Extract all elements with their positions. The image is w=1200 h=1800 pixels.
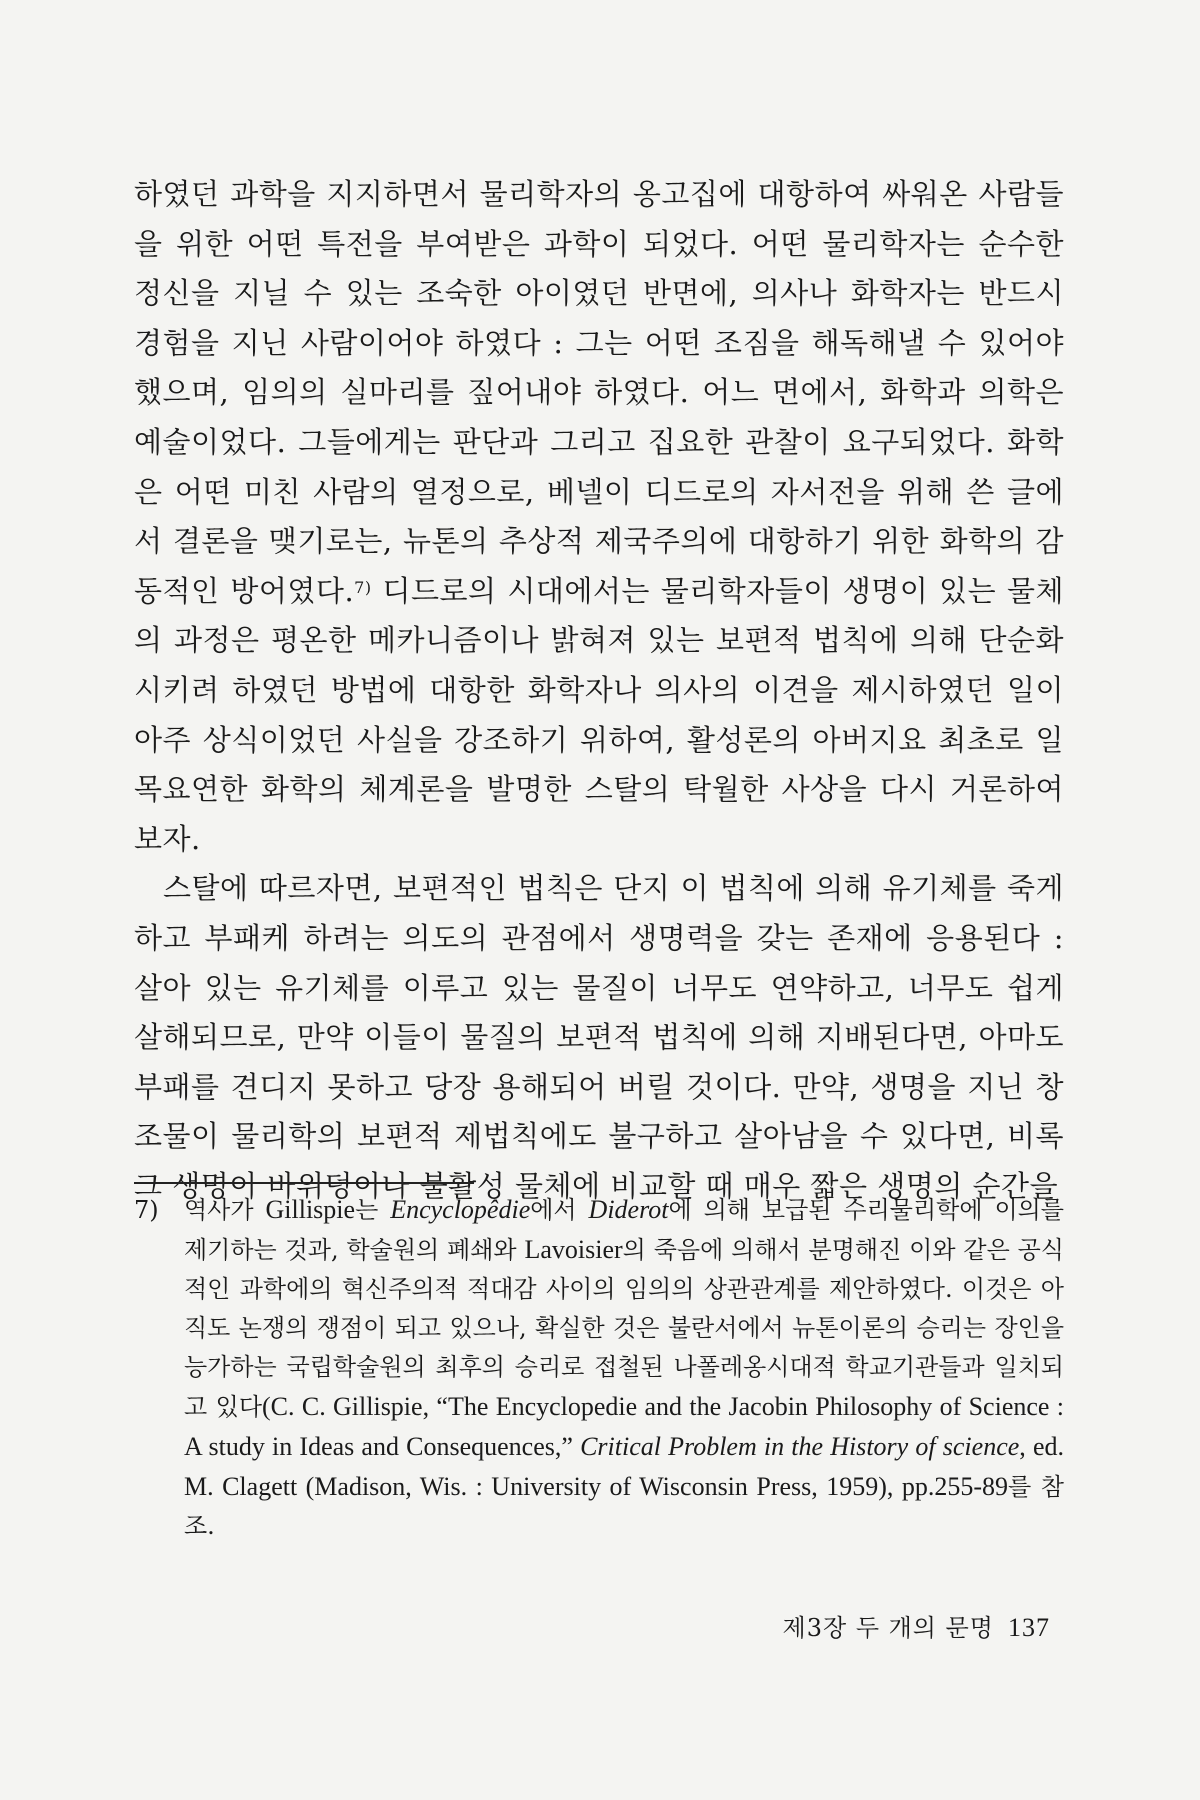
footnote-title-encyclopedie: Encyclopêdie xyxy=(390,1195,531,1224)
footnote-citation: (C. C. Gillispie, “The Encyclopedie and the Jacobin Philosophy of Science : A study in Ideas and Consequences,” xyxy=(184,1392,1064,1461)
footnote-name-gillispie: Gillispie xyxy=(265,1195,356,1224)
footnote-name-lavoisier: Lavoisier xyxy=(524,1235,623,1264)
paragraph-2: 스탈에 따르자면, 보편적인 법칙은 단지 이 법칙에 의해 유기체를 죽게 하고 부패케 하려는 의도의 관점에서 생명력을 갖는 존재에 응용된다 : 살아 있는 유기체를 이루고 있는 물질이 너무도 연약하고, 너무도 쉽게 살해되므로, 만약 이들이 물질의 보편적 법칙에 의해 지배된다면, 아마도 부패를 견디지 못하고 당장 용해되어 버릴 것이다. 만약, 생명을 지닌 창조물이 물리학의 보편적 제법칙에도 불구하고 살아남을 수 있다면, 비록 그 생명이 바위덩이나 불활성 물체에 비교할 때 매우 짧은 생명의 순간을 xyxy=(134,871,1064,1203)
footnote-name-diderot: Diderot xyxy=(588,1195,669,1224)
paragraph-1-part-a: 하였던 과학을 지지하면서 물리학자의 옹고집에 대항하여 싸워온 사람들을 위한 어떤 특전을 부여받은 과학이 되었다. 어떤 물리학자는 순수한 정신을 지닐 수 있는 조숙한 아이였던 반면에, 의사나 화학자는 반드시 경험을 지닌 사람이어야 하였다 : 그는 어떤 조짐을 해독해낼 수 있어야 했으며, 임의의 실마리를 짚어내야 하였다. 어느 면에서, 화학과 의학은 예술이었다. 그들에게는 판단과 그리고 집요한 관찰이 요구되었다. 화학은 어떤 미친 사람의 열정으로, 베넬이 디드로의 자서전을 위해 쓴 글에서 결론을 맺기로는, 뉴톤의 추상적 제국주의에 대항하기 위한 화학의 감동적인 방어였다. xyxy=(134,177,1064,608)
footnote-text: 의 죽음에 의해서 분명해진 이와 같은 공식적인 과학에의 혁신주의적 적대감 사이의 임의의 상관관계를 제안하였다. 이것은 아직도 논쟁의 쟁점이 되고 있으나, 확실한 것은 불란서에서 뉴톤이론의 승리는 장인을 능가하는 국립학술원의 최후의 승리로 접철된 나폴레옹시대적 학교기관들과 일치되고 있다 xyxy=(184,1236,1064,1421)
footnote-text: 역사가 xyxy=(184,1196,266,1224)
footnote-citation-title: Critical Problem in the History of science xyxy=(580,1432,1020,1461)
footnote-text: 는 xyxy=(355,1196,391,1224)
footnote-text: 에서 xyxy=(530,1196,589,1224)
page-number: 137 xyxy=(1008,1613,1050,1642)
footnote-reference: 7) xyxy=(354,577,372,597)
footnote-citation-details: , ed. M. Clagett (Madison, Wis. : University of Wisconsin Press, 1959), pp.255-89 xyxy=(184,1432,1064,1501)
footnote-text: 를 참조. xyxy=(184,1473,1064,1540)
footnote-body xyxy=(134,1190,1064,1546)
paragraph-1-part-b: 디드로의 시대에서는 물리학자들이 생명이 있는 물체의 과정은 평온한 메카니즘이나 밝혀져 있는 보편적 법칙에 의해 단순화시키려 하였던 방법에 대항한 화학자나 의사의 이견을 제시하였던 일이 아주 상식이었던 사실을 강조하기 위하여, 활성론의 아버지요 최초로 일목요연한 화학의 체계론을 발명한 스탈의 탁월한 사상을 다시 거론하여 보자. xyxy=(134,573,1064,856)
footnote xyxy=(134,1190,1064,1546)
footnote-marker: 7) xyxy=(134,1196,159,1224)
paragraph-1 xyxy=(134,170,1064,864)
running-head: 제3장 두 개의 문명 xyxy=(782,1614,994,1642)
main-text xyxy=(134,170,1064,1211)
footnote-separator xyxy=(134,1182,474,1184)
page-footer xyxy=(783,1608,1050,1643)
footnote-text: 에 의해 보급된 수리물리학에 이의를 제기하는 것과, 학술원의 폐쇄와 xyxy=(184,1196,1064,1264)
